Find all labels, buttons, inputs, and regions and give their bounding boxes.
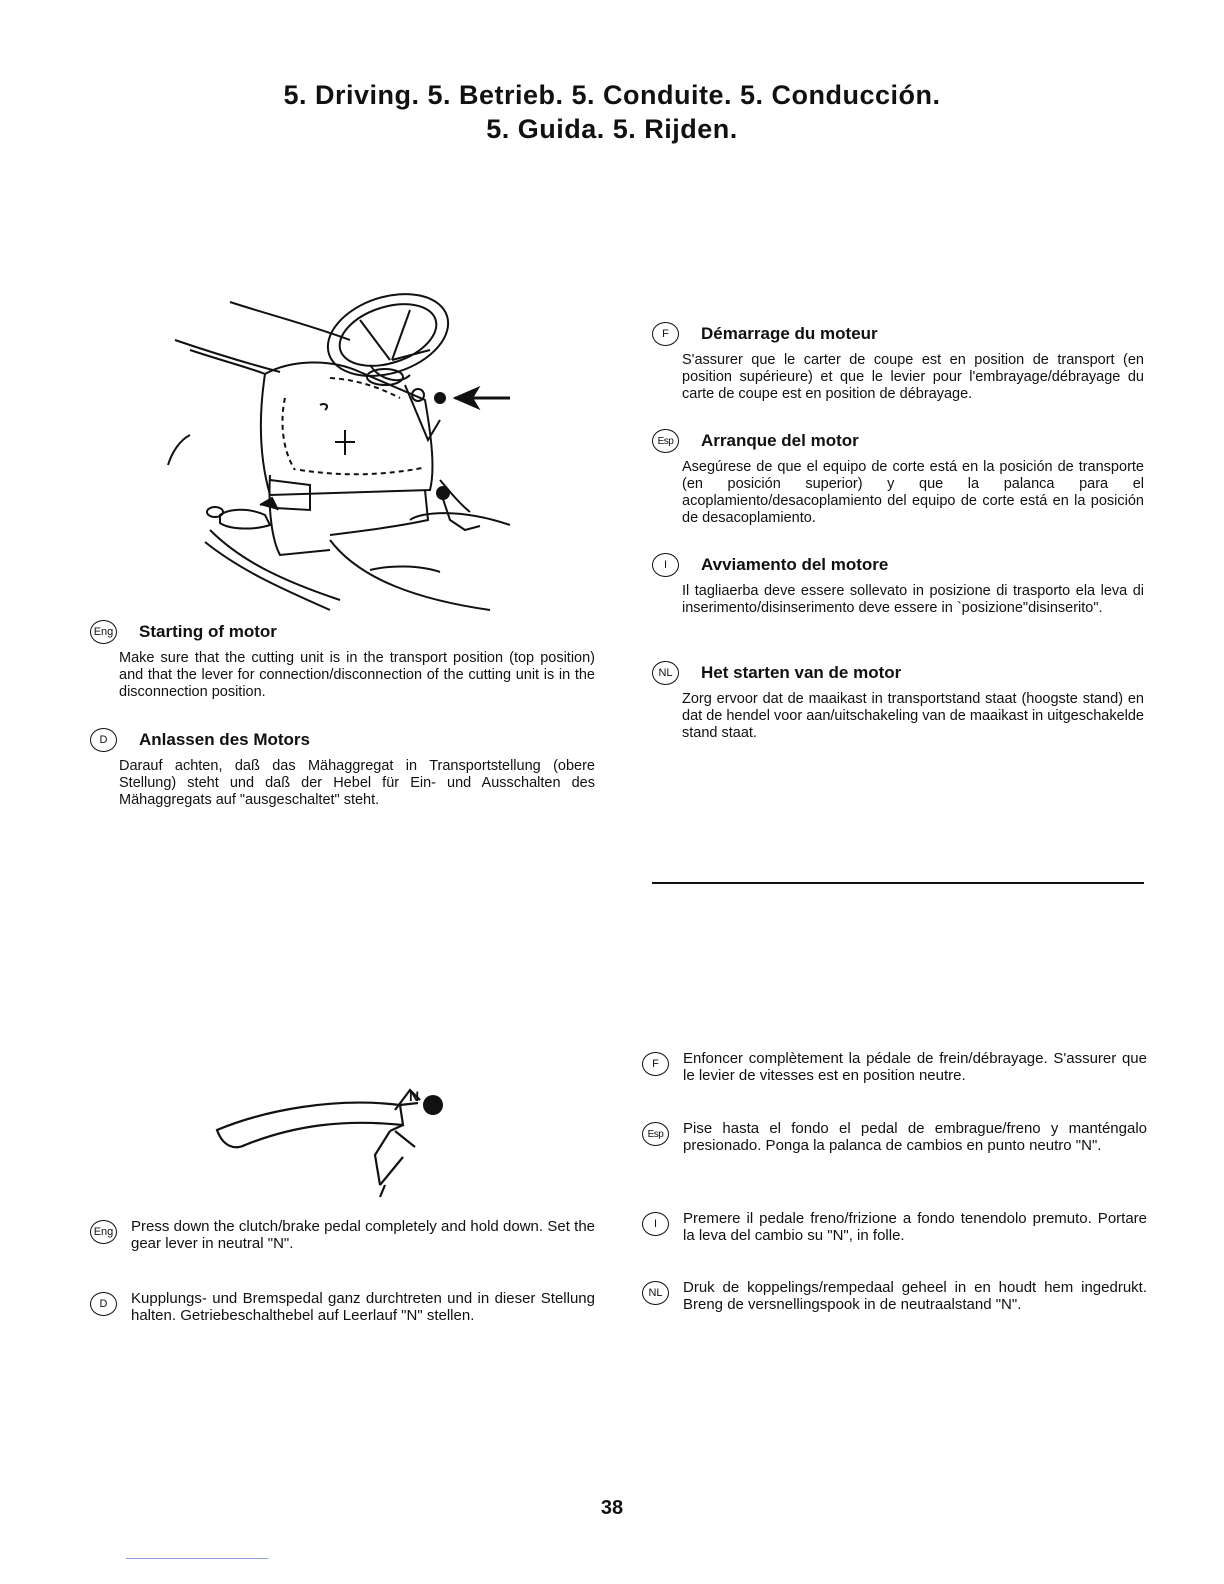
page-number: 38 [600,1497,624,1519]
starting-title-en: Starting of motor [139,622,277,641]
english-language-icon: Eng [90,620,117,644]
starting-section-en [90,620,595,701]
italian-language-icon: I [652,553,679,577]
section-divider [652,882,1144,884]
starting-text-it: Il tagliaerba deve essere sollevato in posizione di trasporto ela leva di inserimento/disinserimento deve essere in `posizione"disinserito". [682,583,1144,616]
italian-language-icon: I [642,1212,669,1236]
starting-text-nl: Zorg ervoor dat de maaikast in transportstand staat (hoogste stand) en dat de hendel voor aan/uitschakeling van de maaikast in uitgeschakelde stand staat. [682,691,1144,741]
starting-section-fr [652,322,1144,403]
pedal-text-de: Kupplungs- und Bremspedal ganz durchtreten und in dieser Stellung halten. Getriebeschalthebel auf Leerlauf "N" stellen. [131,1290,595,1324]
starting-title-nl: Het starten van de motor [701,663,902,682]
pedal-instruction-it [642,1210,1147,1244]
gear-neutral-label: N [409,1088,420,1104]
pedal-text-es: Pise hasta el fondo el pedal de embrague/freno y manténgalo presionado. Ponga la palanca de cambios en punto neutro "N". [683,1120,1147,1154]
starting-section-de [90,728,595,809]
starting-text-en: Make sure that the cutting unit is in the transport position (top position) and that the lever for connection/disconnection of the cutting unit is in the disconnection position. [119,650,595,700]
pedal-text-en: Press down the clutch/brake pedal completely and hold down. Set the gear lever in neutral "N". [131,1218,595,1252]
tractor-dashboard-illustration [160,280,530,615]
starting-title-fr: Démarrage du moteur [701,324,878,343]
pedal-instruction-nl [642,1279,1147,1313]
starting-text-de: Darauf achten, daß das Mähaggregat in Transportstellung (obere Stellung) steht und daß der Hebel für Ein- und Ausschalten des Mähaggregats auf "ausgeschaltet" steht. [119,758,595,808]
page-subtitle: 5. Guida. 5. Rijden. [486,114,738,144]
pedal-instruction-de [90,1290,595,1324]
spanish-language-icon: Esp [652,429,679,453]
german-language-icon: D [90,1292,117,1316]
german-language-icon: D [90,728,117,752]
page-title: 5. Driving. 5. Betrieb. 5. Conduite. 5. Conducción. [283,80,941,110]
french-language-icon: F [652,322,679,346]
dutch-language-icon: NL [652,661,679,685]
starting-text-es: Asegúrese de que el equipo de corte está en la posición de transporte (en posición superior) y que la palanca para el acoplamiento/desacoplamiento del equipo de corte está en la posición de desacoplamiento. [682,459,1144,526]
dutch-language-icon: NL [642,1281,669,1305]
starting-text-fr: S'assurer que le carter de coupe est en position de transport (en position supérieure) et que le levier pour l'embrayage/débrayage du carte de coupe est en position de débrayage. [682,352,1144,402]
starting-title-es: Arranque del motor [701,431,859,450]
pedal-text-it: Premere il pedale freno/frizione a fondo tenendolo premuto. Portare la leva del cambio su "N", in folle. [683,1210,1147,1244]
pedal-instruction-fr [642,1050,1147,1084]
gear-lever-illustration [205,1075,455,1205]
pedal-instruction-en [90,1218,595,1252]
pedal-instruction-es [642,1120,1147,1154]
pedal-text-nl: Druk de koppelings/rempedaal geheel in en houdt hem ingedrukt. Breng de versnellingspook in de neutraalstand "N". [683,1279,1147,1313]
english-language-icon: Eng [90,1220,117,1244]
pedal-text-fr: Enfoncer complètement la pédale de frein/débrayage. S'assurer que le levier de vitesses est en position neutre. [683,1050,1147,1084]
starting-section-nl [652,661,1144,742]
footer-line [126,1558,268,1559]
french-language-icon: F [642,1052,669,1076]
starting-section-it [652,553,1144,617]
spanish-language-icon: Esp [642,1122,669,1146]
starting-title-it: Avviamento del motore [701,555,889,574]
starting-title-de: Anlassen des Motors [139,730,310,749]
starting-section-es [652,429,1144,527]
